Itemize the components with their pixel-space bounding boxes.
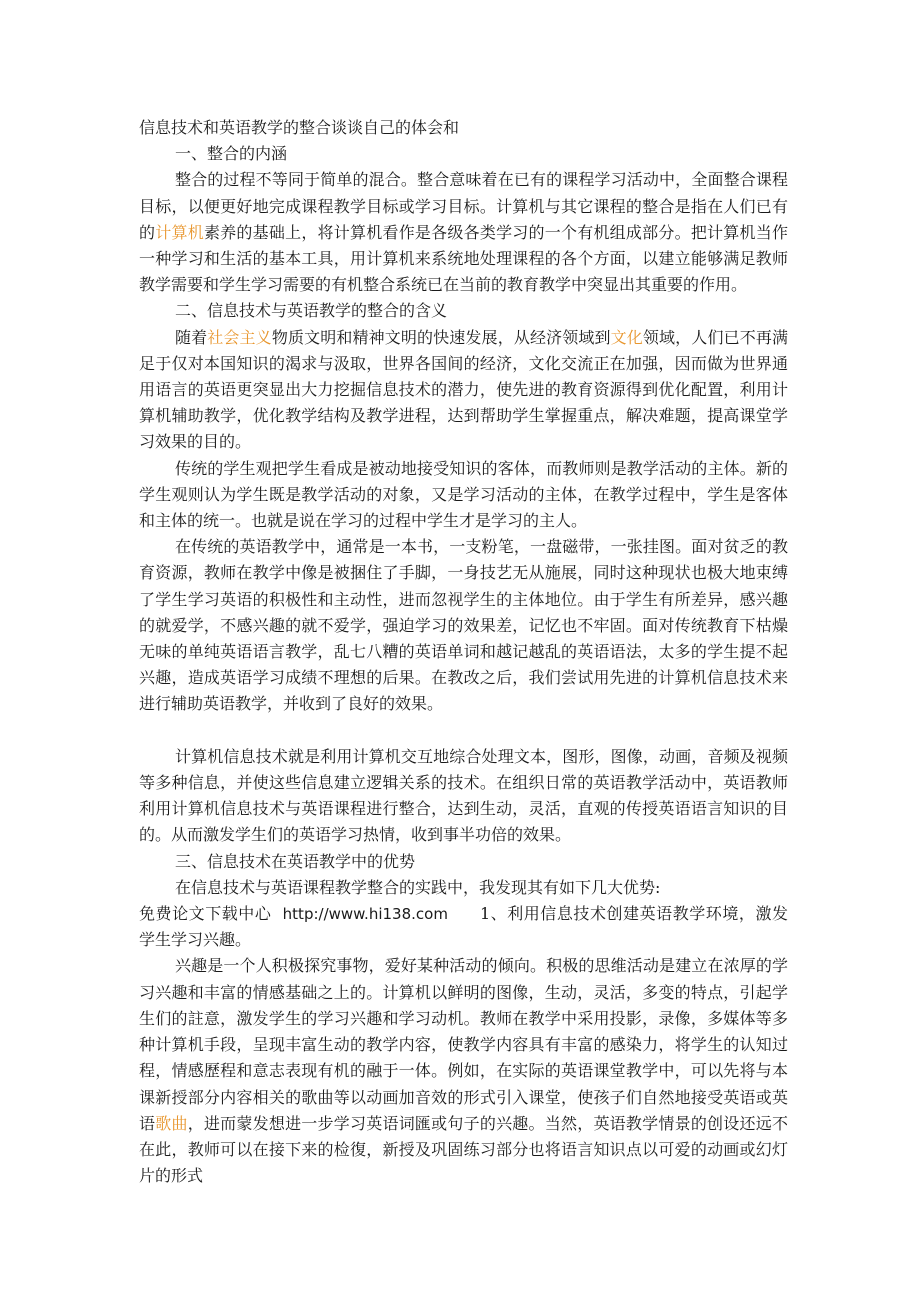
ad-url-link[interactable]: http://www.hi138.com — [282, 905, 448, 924]
paragraph-1 — [139, 167, 788, 298]
section-heading-2: 二、信息技术与英语教学的整合的含义 — [175, 301, 448, 321]
section-heading-1: 一、整合的内涵 — [175, 144, 288, 164]
paragraph-2 — [139, 325, 788, 456]
section-heading-3: 三、信息技术在英语教学中的优势 — [175, 851, 416, 871]
keyword-link-socialism[interactable]: 社会主义 — [207, 327, 272, 347]
keyword-link-song[interactable]: 歌曲 — [155, 1113, 188, 1133]
ad-label: 免费论文下载中心 — [139, 904, 272, 924]
keyword-link-computer[interactable]: 计算机 — [155, 222, 204, 242]
text-run: 随着 — [175, 327, 208, 347]
text-run: 领域，人们已不再满足于仅对本国知识的渴求与汲取，世界各国间的经济，文化交流正在加强，因而做为世界通用语言的英语更突显出大力挖掘信息技术的潜力，使先进的教育资源得到优化配置，利用计算机辅助教学，优化教学结构及教学进程，达到帮助学生掌握重点，解决难题，提高课堂学习效果的目的。 — [139, 327, 788, 452]
keyword-link-culture[interactable]: 文化 — [610, 327, 643, 347]
text-run: 素养的基础上，将计算机看作是各级各类学习的一个有机组成部分。把计算机当作一种学习和生活的基本工具，用计算机来系统地处理课程的各个方面，以建立能够满足教师教学需要和学生学习需要的有机整合系统已在当前的教育教学中突显出其重要的作用。 — [139, 222, 788, 295]
text-run: ，进而蒙发想进一步学习英语词匯或句子的兴趣。当然，英语教学情景的创设还远不在此，教师可以在接下来的检復，新授及巩固练习部分也将语言知识点以可爱的动画或幻灯片的形式 — [139, 1113, 788, 1186]
paragraph-3: 传统的学生观把学生看成是被动地接受知识的客体，而教师则是教学活动的主体。新的学生观则认为学生既是教学活动的对象，又是学习活动的主体，在教学过程中，学生是客体和主体的统一。也就是说在学习的过程中学生才是学习的主人。 — [139, 458, 788, 531]
text-run: 整合的过程不等同于简单的混合。整合意味着在已有的课程学习活动中，全面整合课程目标，以便更好地完成课程教学目标或学习目标。计算机与其它课程的整合是指在人们已有的 — [139, 170, 788, 242]
text-run: 物质文明和精神文明的快速发展，从经济领域到 — [271, 327, 611, 347]
text-run: 兴趣是一个人积极探究事物，爱好某种活动的倾向。积极的思维活动是建立在浓厚的学习兴趣和丰富的情感基础之上的。计算机以鲜明的图像，生动，灵活，多变的特点，引起学生们的註意，激发学生的学习兴趣和学习动机。教师在教学中采用投影，录像，多媒体等多种计算机手段，呈现丰富生动的教学内容，使教学内容具有丰富的感染力，将学生的认知过程，情感歷程和意志表现有机的融于一体。例如，在实际的英语课堂教学中，可以先将与本课新授部分内容相关的歌曲等以动画加音效的形式引入课堂，使孩子们自然地接受英语或英语 — [139, 956, 788, 1133]
paragraph-5: 计算机信息技术就是利用计算机交互地综合处理文本，图形，图像，动画，音频及视频等多种信息，并使这些信息建立逻辑关系的技术。在组织日常的英语教学活动中，英语教师利用计算机信息技术与英语课程进行整合，达到生动，灵活，直观的传授英语语言知识的目的。从而激发学生们的英语学习热情，收到事半功倍的效果。 — [139, 746, 788, 845]
advantage-1-heading: 1、利用信息技术创建英语教学环境，激发学生学习兴趣。 — [139, 904, 788, 950]
blank-line — [139, 718, 788, 744]
paragraph-4: 在传统的英语教学中，通常是一本书，一支粉笔，一盘磁带，一张挂图。面对贫乏的教育资源，教师在教学中像是被捆住了手脚，一身技艺无从施展，同时这种现状也极大地束缚了学生学习英语的积极性和主动性，进而忽视学生的主体地位。由于学生有所差异，感兴趣的就爱学，不感兴趣的就不爱学，强迫学习的效果差，记忆也不牢固。面对传统教育下枯燥无味的单纯英语语言教学，乱七八糟的英语单词和越记越乱的英语语法，太多的学生提不起兴趣，造成英语学习成绩不理想的后果。在教改之后，我们尝试用先进的计算机信息技术来进行辅助英语教学，并收到了良好的效果。 — [139, 537, 788, 714]
ad-line — [139, 901, 788, 953]
document-title: 信息技术和英语教学的整合谈谈自己的体会和 — [139, 118, 460, 137]
paragraph-6: 在信息技术与英语课程教学整合的实践中，我发现其有如下几大优势: — [175, 877, 661, 897]
paragraph-7 — [139, 953, 788, 1189]
